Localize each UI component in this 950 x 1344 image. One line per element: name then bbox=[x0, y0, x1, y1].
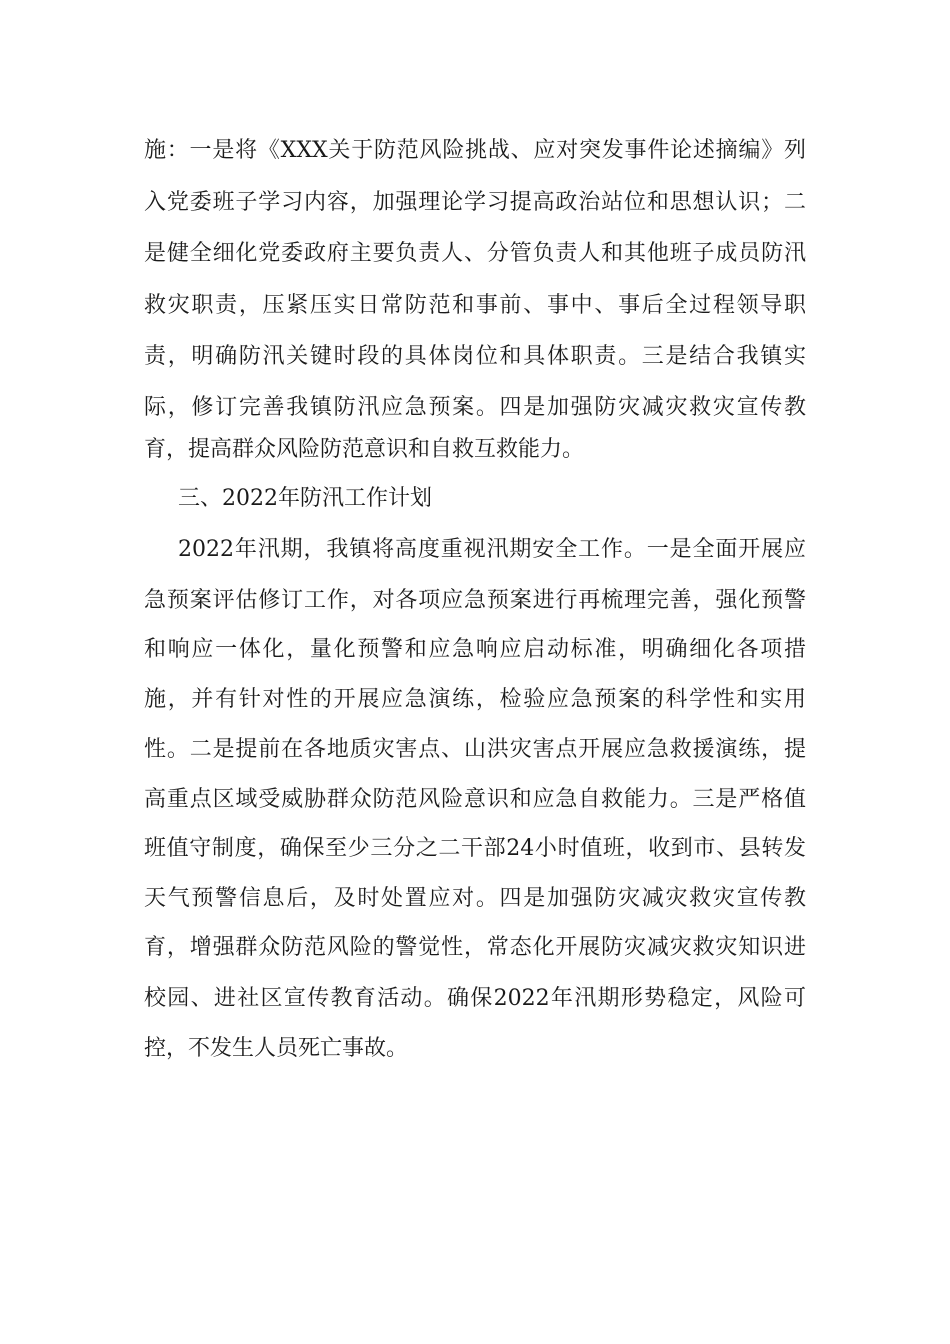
section-heading: 三、2022年防汛工作计划 bbox=[178, 486, 432, 511]
paragraph-line: 施：一是将《XXX关于防范风险挑战、应对突发事件论述摘编》列 bbox=[144, 138, 806, 163]
paragraph-line: 和响应一体化，量化预警和应急响应启动标准，明确细化各项措 bbox=[144, 637, 806, 662]
paragraph-line: 急预案评估修订工作，对各项应急预案进行再梳理完善，强化预警 bbox=[144, 588, 806, 613]
paragraph-line: 性。二是提前在各地质灾害点、山洪灾害点开展应急救援演练，提 bbox=[144, 737, 806, 762]
paragraph-line: 际，修订完善我镇防汛应急预案。四是加强防灾减灾救灾宣传教 bbox=[144, 395, 806, 420]
paragraph-line: 2022年汛期，我镇将高度重视汛期安全工作。一是全面开展应 bbox=[178, 537, 806, 562]
paragraph-line: 育，提高群众风险防范意识和自救互救能力。 bbox=[144, 437, 585, 462]
paragraph-line: 控，不发生人员死亡事故。 bbox=[144, 1036, 409, 1061]
paragraph-line: 校园、进社区宣传教育活动。确保2022年汛期形势稳定，风险可 bbox=[144, 986, 806, 1011]
paragraph-line: 是健全细化党委政府主要负责人、分管负责人和其他班子成员防汛 bbox=[144, 241, 806, 266]
paragraph-line: 高重点区域受威胁群众防范风险意识和应急自救能力。三是严格值 bbox=[144, 787, 806, 812]
paragraph-line: 救灾职责，压紧压实日常防范和事前、事中、事后全过程领导职 bbox=[144, 293, 806, 318]
paragraph-line: 责，明确防汛关键时段的具体岗位和具体职责。三是结合我镇实 bbox=[144, 344, 806, 369]
paragraph-line: 天气预警信息后，及时处置应对。四是加强防灾减灾救灾宣传教 bbox=[144, 886, 806, 911]
paragraph-line: 班值守制度，确保至少三分之二干部24小时值班，收到市、县转发 bbox=[144, 836, 806, 861]
paragraph-line: 育，增强群众防范风险的警觉性，常态化开展防灾减灾救灾知识进 bbox=[144, 935, 806, 960]
paragraph-line: 施，并有针对性的开展应急演练，检验应急预案的科学性和实用 bbox=[144, 687, 806, 712]
paragraph-line: 入党委班子学习内容，加强理论学习提高政治站位和思想认识；二 bbox=[144, 190, 806, 215]
